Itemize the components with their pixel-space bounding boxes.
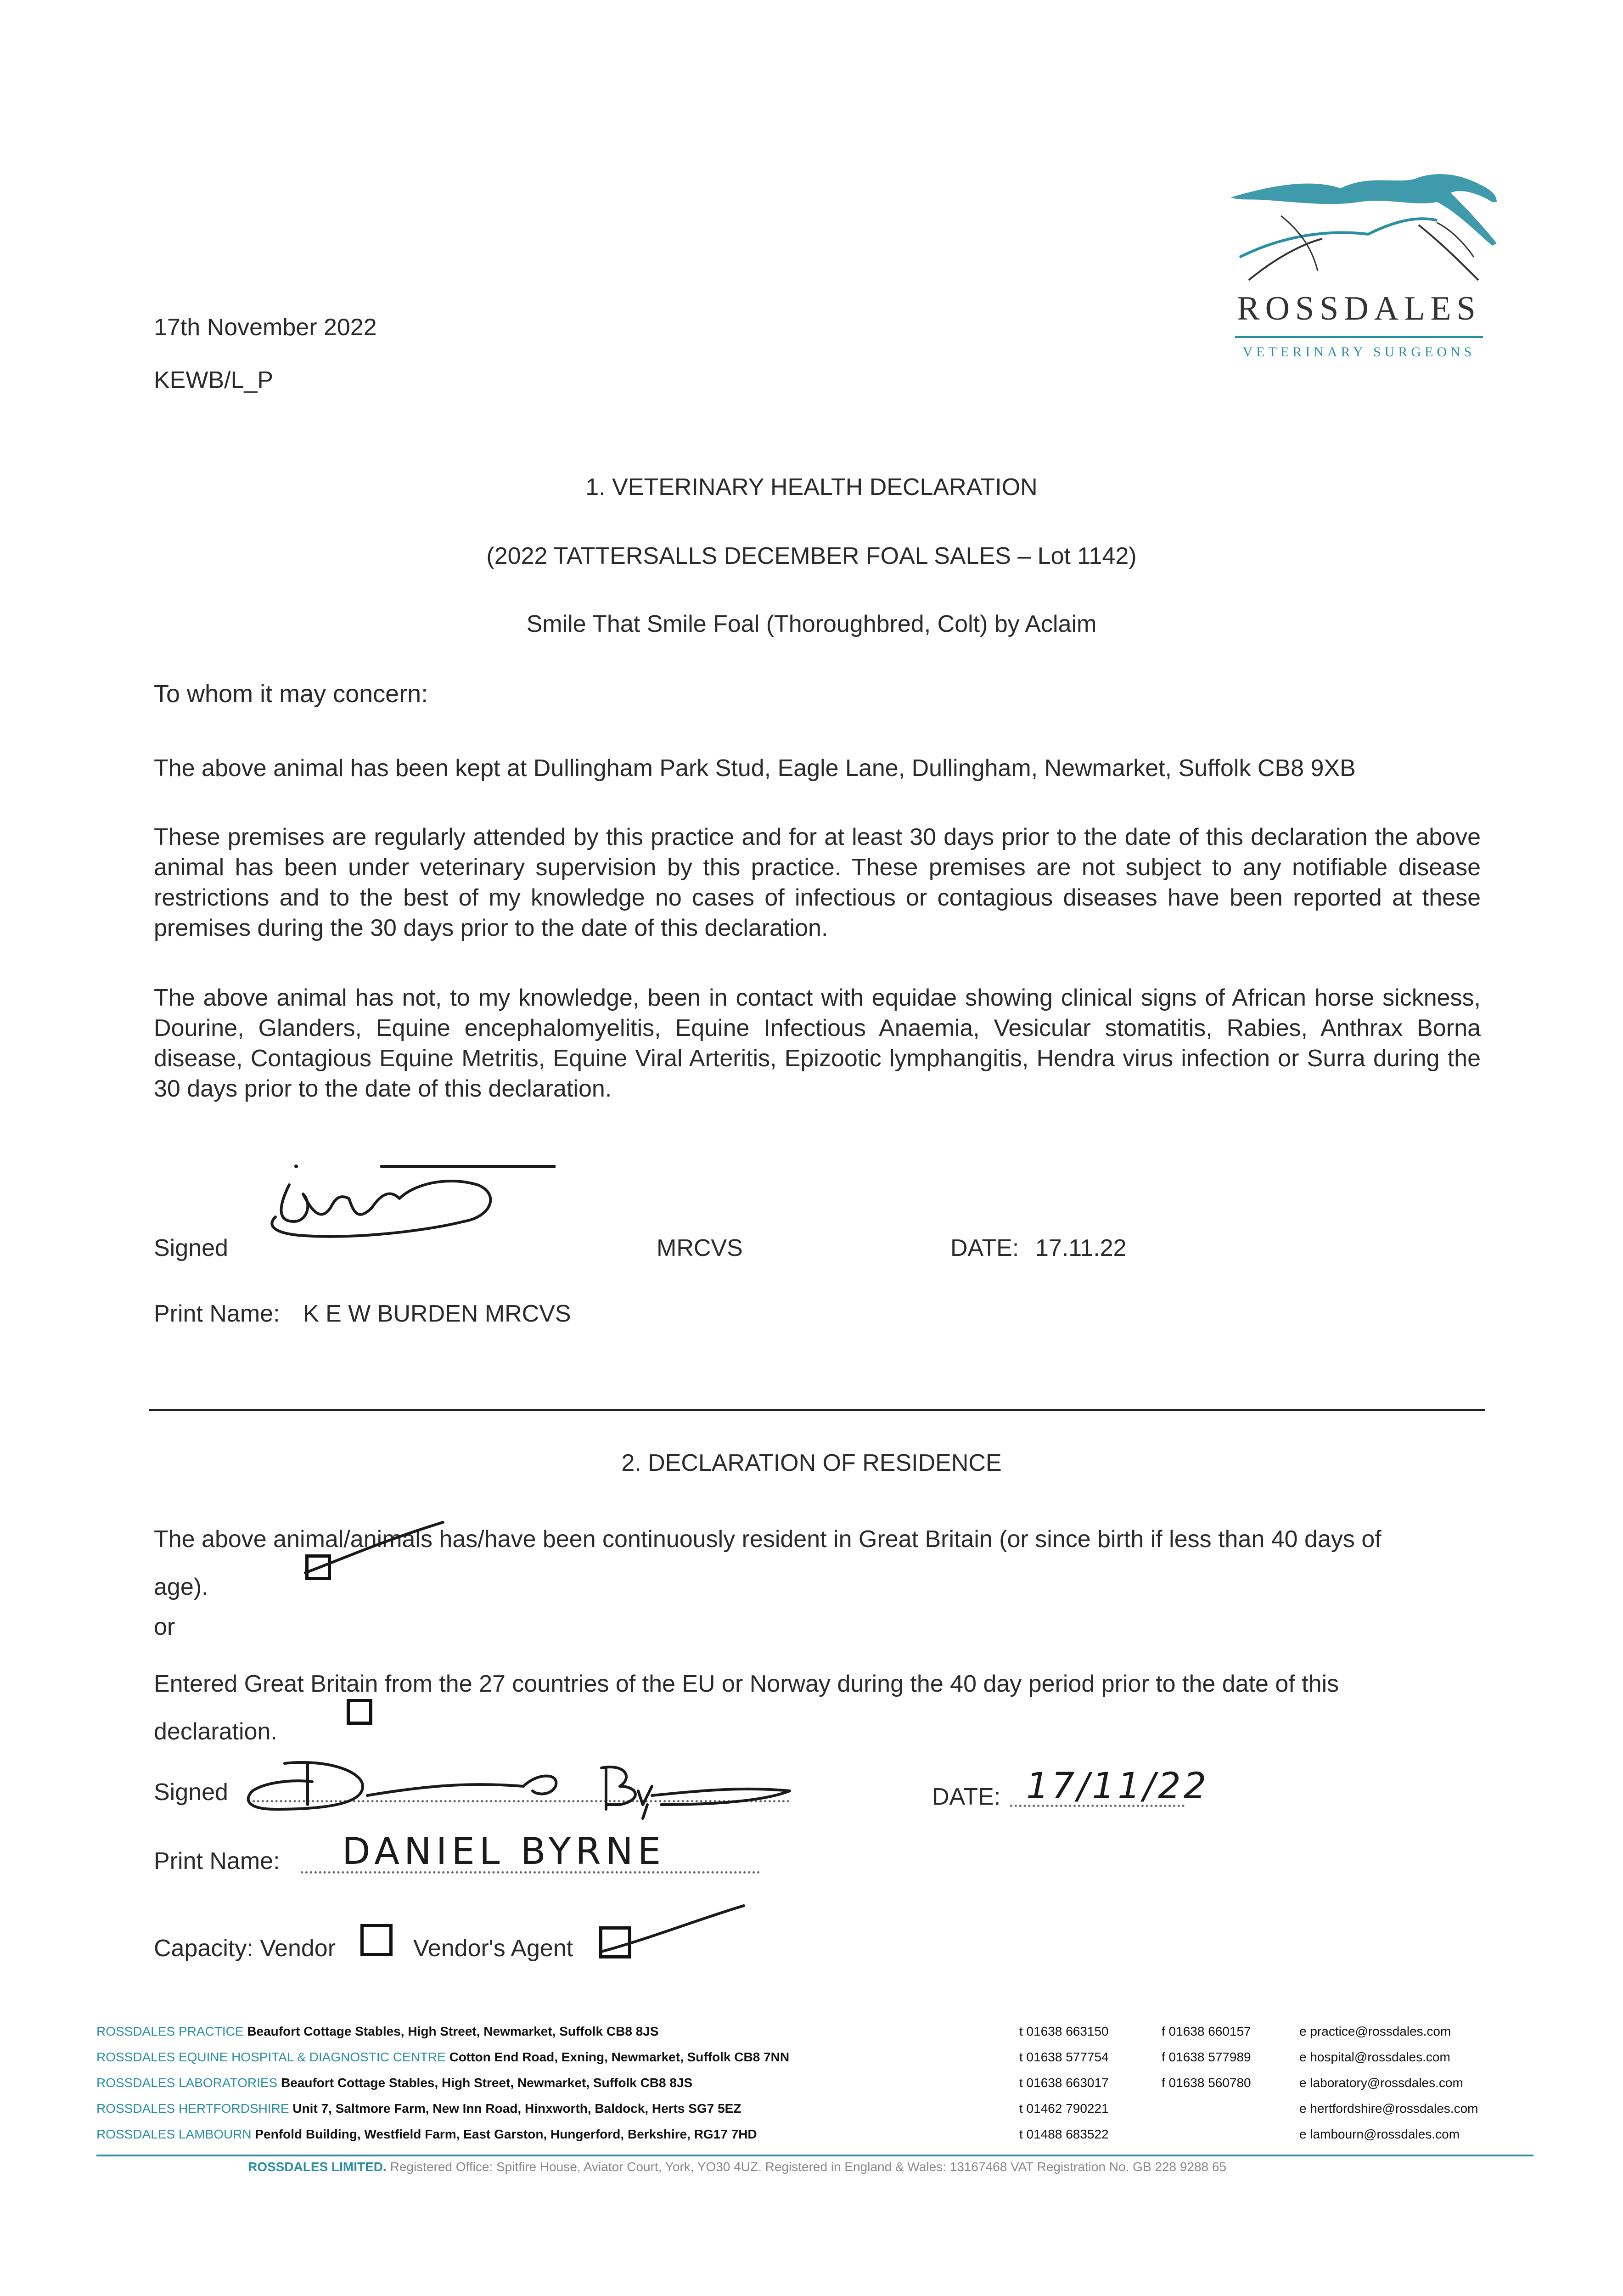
footer-location-label: ROSSDALES PRACTICE (96, 2024, 244, 2038)
vet-signature (262, 1148, 556, 1254)
animal-description: Smile That Smile Foal (Thoroughbred, Colt) by Aclaim (526, 611, 1097, 637)
owner-print-name-label: Print Name: (154, 1848, 280, 1874)
footer-location-tel: t 01638 577754 (1019, 2050, 1109, 2064)
footer-location-fax: f 01638 560780 (1162, 2076, 1251, 2090)
footer-location-email[interactable]: e laboratory@rossdales.com (1299, 2076, 1463, 2090)
letter-reference: KEWB/L_P (154, 367, 274, 394)
supervision-paragraph: These premises are regularly attended by this practice and for at least 30 days prior to the date of this declaration the above animal has been under veterinary supervision by this practice. These premises are not subject to any notifiable disease restrictions and to the best of my knowledge no cases of infectious or contagious diseases have been reported at these premises during the 30 days prior to the date of this declaration. (154, 824, 1481, 941)
footer-company-name: ROSSDALES LIMITED. (248, 2160, 387, 2174)
capacity-agent-tick (597, 1901, 748, 1961)
footer-location-address: Penfold Building, Westfield Farm, East Garston, Hungerford, Berkshire, RG17 7HD (255, 2127, 757, 2141)
vet-date-value: 17.11.22 (1035, 1235, 1127, 1261)
owner-date-handwritten: 17/11/22 (1026, 1766, 1209, 1807)
footer-location-tel: t 01638 663150 (1019, 2024, 1109, 2038)
residence-option-1-text: The above animal/animals has/have been continuously resident in Great Britain (or since birth if less than 40 days of age). (154, 1526, 1382, 1600)
footer-location-row (96, 2100, 1520, 2126)
footer-location-address: Cotton End Road, Exning, Newmarket, Suffolk CB8 7NN (449, 2050, 790, 2064)
residence-option-2-checkbox[interactable] (347, 1699, 372, 1725)
footer-location-email[interactable]: e hospital@rossdales.com (1299, 2050, 1450, 2064)
logo-divider (1235, 336, 1483, 338)
capacity-vendor-checkbox[interactable] (360, 1924, 393, 1956)
footer-location-label: ROSSDALES LAMBOURN (96, 2127, 252, 2141)
section-divider (149, 1409, 1485, 1411)
footer-locations (96, 2023, 1520, 2151)
footer-location-tel: t 01462 790221 (1019, 2101, 1109, 2116)
footer-location-fax: f 01638 577989 (1162, 2050, 1251, 2064)
footer-location-row (96, 2074, 1520, 2100)
section2-heading: 2. DECLARATION OF RESIDENCE (621, 1450, 1002, 1476)
footer-location-label: ROSSDALES HERTFORDSHIRE (96, 2101, 289, 2116)
or-label: or (154, 1614, 175, 1640)
residence-option-2[interactable] (154, 1660, 1430, 1756)
premises-paragraph: The above animal has been kept at Dullingham Park Stud, Eagle Lane, Dullingham, Newmarket, Suffolk CB8 9XB (154, 755, 1356, 782)
salutation: To whom it may concern: (154, 680, 428, 708)
footer-registration-text: Registered Office: Spitfire House, Aviator Court, York, YO30 4UZ. Registered in England & Wales: 13167468 VAT Registration No. GB 228 9288 65 (390, 2160, 1227, 2174)
logo-tagline: VETERINARY SURGEONS (1242, 344, 1476, 360)
vet-print-name-value: K E W BURDEN MRCVS (303, 1300, 571, 1327)
footer-location-tel: t 01638 663017 (1019, 2076, 1109, 2090)
residence-option-1-tick (301, 1518, 448, 1577)
footer-location-label: ROSSDALES EQUINE HOSPITAL & DIAGNOSTIC CENTRE (96, 2050, 446, 2064)
owner-signed-label: Signed (154, 1779, 228, 1806)
footer-location-tel: t 01488 683522 (1019, 2127, 1109, 2141)
footer-registration (248, 2158, 1226, 2176)
letter-date: 17th November 2022 (154, 314, 377, 341)
mrcvs-label: MRCVS (657, 1235, 743, 1261)
footer-location-email[interactable]: e lambourn@rossdales.com (1299, 2127, 1460, 2141)
rossdales-logo (1207, 165, 1501, 381)
footer-location-label: ROSSDALES LABORATORIES (96, 2076, 278, 2090)
vet-signed-label: Signed (154, 1235, 228, 1261)
footer-location-address: Beaufort Cottage Stables, High Street, Newmarket, Suffolk CB8 8JS (247, 2024, 659, 2038)
footer-location-address: Unit 7, Saltmore Farm, New Inn Road, Hinxworth, Baldock, Herts SG7 5EZ (292, 2101, 741, 2116)
capacity-agent-label: Vendor's Agent (413, 1935, 573, 1962)
footer-location-row (96, 2048, 1520, 2074)
contact-paragraph: The above animal has not, to my knowledge, been in contact with equidae showing clinical signs of African horse sickness, Dourine, Glanders, Equine encephalomyelitis, Equine Infectious Anaemia, Vesicular stomatitis, Rabies, Anthrax Borna disease, Contagious Equine Metritis, Equine Viral Arteritis, Epizootic lymphangitis, Hendra virus infection or Surra during the 30 days prior to the date of this declaration. (154, 985, 1481, 1102)
logo-name: ROSSDALES (1237, 290, 1481, 327)
owner-print-name-handwritten: DANIEL BYRNE (342, 1830, 666, 1873)
footer-location-fax: f 01638 660157 (1162, 2024, 1251, 2038)
footer-location-row (96, 2023, 1520, 2048)
footer-divider (96, 2155, 1533, 2156)
footer-location-address: Beaufort Cottage Stables, High Street, Newmarket, Suffolk CB8 8JS (281, 2076, 693, 2090)
section1-heading: 1. VETERINARY HEALTH DECLARATION (585, 474, 1038, 501)
sale-title: (2022 TATTERSALLS DECEMBER FOAL SALES – Lot 1142) (486, 543, 1137, 569)
footer-location-email[interactable]: e hertfordshire@rossdales.com (1299, 2101, 1478, 2116)
vet-date-label: DATE: (950, 1235, 1019, 1261)
horse-logo-icon (1221, 165, 1515, 294)
footer-location-email[interactable]: e practice@rossdales.com (1299, 2024, 1451, 2038)
footer-location-row (96, 2126, 1520, 2151)
owner-signature (239, 1754, 808, 1823)
owner-date-label: DATE: (932, 1784, 1001, 1810)
residence-option-2-text: Entered Great Britain from the 27 countries of the EU or Norway during the 40 day period prior to the date of this declaration. (154, 1671, 1339, 1745)
capacity-label: Capacity: Vendor (154, 1935, 336, 1962)
vet-print-name-label: Print Name: (154, 1300, 280, 1327)
